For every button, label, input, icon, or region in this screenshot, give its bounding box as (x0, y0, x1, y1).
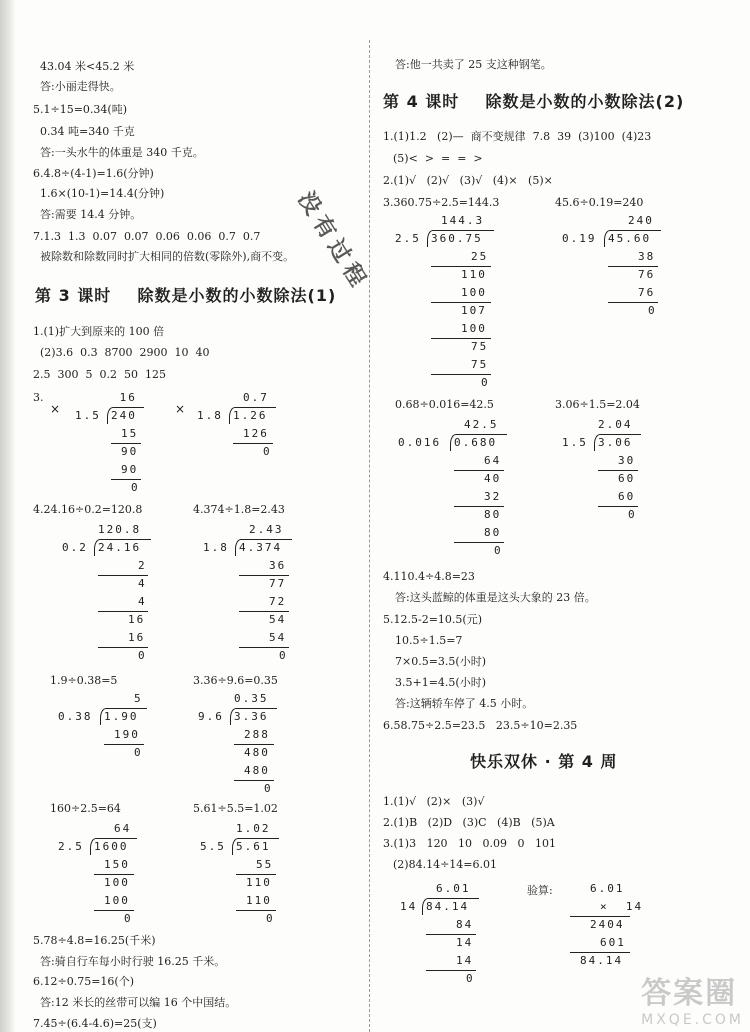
line: 7.1.3 1.3 0.07 0.07 0.06 0.06 0.7 0.7 (33, 230, 261, 243)
dividend: 1.90 (104, 710, 139, 723)
quotient: 42.5 (464, 418, 499, 431)
division-step: 40 (484, 472, 502, 485)
division-step: 54 (269, 613, 287, 626)
dividend: 240 (111, 409, 137, 422)
watermark-text: 答案圈 (641, 976, 738, 1011)
line: 43.04 米<45.2 米 (40, 60, 135, 73)
division-step: 110 (246, 894, 272, 907)
line: 3.36÷9.6=0.35 (193, 674, 278, 687)
division-rule (94, 910, 134, 911)
division-step: 0 (466, 972, 475, 985)
division-step: 0 (124, 912, 133, 925)
section-heading: 第 3 课时 除数是小数的小数除法(1) (35, 286, 337, 305)
division-rule (111, 443, 141, 444)
division-step: 80 (484, 526, 502, 539)
division-step: 0 (494, 544, 503, 557)
quotient: 0.7 (243, 391, 269, 404)
dividend: 4.374 (239, 541, 283, 554)
line: 6.12÷0.75=16(个) (33, 975, 134, 988)
division-rule (426, 970, 476, 971)
line: 被除数和除数同时扩大相同的倍数(零除外),商不变。 (40, 250, 295, 263)
calc-rule (570, 916, 630, 917)
quotient: 120.8 (98, 523, 142, 536)
division-step: 32 (484, 490, 502, 503)
division-rule (234, 744, 274, 745)
quotient: 144.3 (441, 214, 485, 227)
division-step: 4 (138, 577, 147, 590)
line: 3. (33, 391, 44, 404)
divisor: 2.5 (58, 840, 84, 853)
dividend: 3.06 (598, 436, 633, 449)
line: 5.12.5-2=10.5(元) (383, 613, 482, 626)
divisor: 14 (400, 900, 418, 913)
division-step: 0 (131, 481, 140, 494)
handwritten-note: 没有过程 (292, 187, 374, 296)
divisor: 0.19 (562, 232, 597, 245)
divisor: 0.2 (62, 541, 88, 554)
section-heading: 第 4 课时 除数是小数的小数除法(2) (383, 92, 685, 111)
line: (5)< > = = > (393, 152, 483, 165)
line: 答:12 米长的丝带可以编 16 个中国结。 (40, 996, 237, 1009)
division-rule (234, 780, 274, 781)
dividend: 0.680 (454, 436, 498, 449)
division-step: 76 (638, 286, 656, 299)
division-rule (98, 611, 148, 612)
line: 1.(1)1.2 (2)— 商不变规律 7.8 39 (3)100 (4)23 (383, 130, 652, 143)
division-rule (426, 934, 476, 935)
division-rule (598, 506, 638, 507)
line: 3.5+1=4.5(小时) (395, 676, 487, 689)
division-step: 480 (244, 746, 270, 759)
division-step: 2 (138, 559, 147, 572)
line: 1.6×(10-1)=14.4(分钟) (40, 187, 165, 200)
line: 3.06÷1.5=2.04 (555, 398, 640, 411)
division-step: 0 (263, 445, 272, 458)
line: 7.45÷(6.4-4.6)=25(支) (33, 1017, 157, 1030)
quotient: 2.43 (249, 523, 284, 536)
division-step: 60 (618, 472, 636, 485)
division-rule (236, 910, 276, 911)
division-step: 126 (243, 427, 269, 440)
division-step: 288 (244, 728, 270, 741)
divisor: 2.5 (395, 232, 421, 245)
line: 2.5 300 5 0.2 50 125 (33, 368, 166, 381)
division-step: 150 (104, 858, 130, 871)
division-rule (431, 266, 491, 267)
column-divider (369, 40, 370, 1032)
division-rule (608, 302, 658, 303)
division-step: 0 (279, 649, 288, 662)
quotient: 1.02 (236, 822, 271, 835)
wrong-mark: × (175, 402, 186, 416)
line: 答:小丽走得快。 (40, 80, 121, 93)
line: 5.78÷4.8=16.25(千米) (33, 934, 156, 947)
calc-step: 84.14 (580, 954, 624, 967)
division-rule (431, 338, 491, 339)
division-step: 4 (138, 595, 147, 608)
line: 10.5÷1.5=7 (395, 634, 463, 647)
line: 6.4.8÷(4-1)=1.6(分钟) (33, 167, 154, 180)
division-step: 190 (114, 728, 140, 741)
line: 0.34 吨=340 千克 (40, 125, 135, 138)
division-step: 0 (648, 304, 657, 317)
line: (2)84.14÷14=6.01 (393, 858, 497, 871)
quotient: 5 (134, 692, 143, 705)
division-step: 100 (104, 894, 130, 907)
line: 4.374÷1.8=2.43 (193, 503, 285, 516)
calc-step: 2404 (590, 918, 625, 931)
line: 1.9÷0.38=5 (50, 674, 118, 687)
section-heading: 快乐双休 · 第 4 周 (470, 752, 618, 771)
division-rule (454, 470, 504, 471)
line: 验算: (527, 884, 553, 897)
divisor: 1.5 (75, 409, 101, 422)
dividend: 1.26 (233, 409, 268, 422)
division-step: 0 (138, 649, 147, 662)
division-step: 30 (618, 454, 636, 467)
divisor: 1.5 (562, 436, 588, 449)
division-step: 14 (456, 936, 474, 949)
line: 答:他一共卖了 25 支这种钢笔。 (395, 58, 552, 71)
division-step: 84 (456, 918, 474, 931)
division-step: 0 (134, 746, 143, 759)
calc-rule (570, 952, 630, 953)
line: 6.58.75÷2.5=23.5 23.5÷10=2.35 (383, 719, 578, 732)
division-step: 80 (484, 508, 502, 521)
line: 答:一头水牛的体重是 340 千克。 (40, 146, 204, 159)
division-rule (104, 744, 144, 745)
line: 5.61÷5.5=1.02 (193, 802, 278, 815)
division-rule (454, 542, 504, 543)
division-rule (98, 575, 148, 576)
line: 1.(1)√ (2)× (3)√ (383, 795, 485, 808)
division-step: 0 (628, 508, 637, 521)
dividend: 45.60 (608, 232, 652, 245)
division-step: 76 (638, 268, 656, 281)
division-rule (111, 479, 141, 480)
quotient: 64 (114, 822, 132, 835)
division-rule (239, 647, 289, 648)
division-step: 36 (269, 559, 287, 572)
division-step: 100 (461, 322, 487, 335)
division-step: 100 (461, 286, 487, 299)
divisor: 9.6 (198, 710, 224, 723)
division-rule (598, 470, 638, 471)
dividend: 24.16 (98, 541, 142, 554)
division-step: 480 (244, 764, 270, 777)
division-step: 60 (618, 490, 636, 503)
division-step: 0 (481, 376, 490, 389)
division-rule (239, 611, 289, 612)
division-step: 107 (461, 304, 487, 317)
divisor: 1.8 (203, 541, 229, 554)
division-rule (431, 302, 491, 303)
division-rule (94, 874, 134, 875)
line: (2)3.6 0.3 8700 2900 10 40 (40, 346, 210, 359)
line: 3.360.75÷2.5=144.3 (383, 196, 500, 209)
division-step: 55 (256, 858, 274, 871)
divisor: 5.5 (200, 840, 226, 853)
division-step: 0 (264, 782, 273, 795)
dividend: 360.75 (431, 232, 483, 245)
dividend: 1600 (94, 840, 129, 853)
quotient: 240 (628, 214, 654, 227)
watermark-url: MXQE.COM (641, 1012, 744, 1028)
dividend: 3.36 (234, 710, 269, 723)
division-step: 14 (456, 954, 474, 967)
division-rule (431, 374, 491, 375)
division-step: 25 (471, 250, 489, 263)
watermark (641, 968, 744, 1028)
division-rule (236, 874, 276, 875)
division-step: 16 (128, 631, 146, 644)
division-rule (98, 647, 148, 648)
line: 2.(1)√ (2)√ (3)√ (4)× (5)× (383, 174, 553, 187)
quotient: 0.35 (234, 692, 269, 705)
division-step: 110 (246, 876, 272, 889)
calc-step: × 14 (600, 900, 644, 913)
division-step: 72 (269, 595, 287, 608)
wrong-mark: × (50, 402, 61, 416)
division-step: 54 (269, 631, 287, 644)
division-rule (239, 575, 289, 576)
line: 7×0.5=3.5(小时) (395, 655, 487, 668)
calc-step: 6.01 (590, 882, 625, 895)
divisor: 1.8 (197, 409, 223, 422)
division-step: 15 (121, 427, 139, 440)
division-step: 38 (638, 250, 656, 263)
line: 1.(1)扩大到原来的 100 倍 (33, 325, 165, 338)
division-step: 16 (128, 613, 146, 626)
binding-shadow (0, 0, 16, 1032)
divisor: 0.016 (398, 436, 442, 449)
line: 160÷2.5=64 (50, 802, 121, 815)
division-step: 77 (269, 577, 287, 590)
division-step: 0 (266, 912, 275, 925)
line: 5.1÷15=0.34(吨) (33, 103, 127, 116)
line: 2.(1)B (2)D (3)C (4)B (5)A (383, 816, 555, 829)
quotient: 6.01 (436, 882, 471, 895)
line: 4.110.4÷4.8=23 (383, 570, 475, 583)
line: 4.24.16÷0.2=120.8 (33, 503, 143, 516)
dividend: 5.61 (236, 840, 271, 853)
division-step: 75 (471, 358, 489, 371)
division-step: 90 (121, 463, 139, 476)
division-rule (233, 443, 273, 444)
division-step: 110 (461, 268, 487, 281)
quotient: 16 (111, 391, 137, 404)
line: 答:需要 14.4 分钟。 (40, 208, 142, 221)
division-rule (608, 266, 658, 267)
divisor: 0.38 (58, 710, 93, 723)
division-step: 100 (104, 876, 130, 889)
division-step: 75 (471, 340, 489, 353)
division-step: 90 (121, 445, 139, 458)
line: 答:这辆轿车停了 4.5 小时。 (395, 697, 534, 710)
line: 3.(1)3 120 10 0.09 0 101 (383, 837, 557, 850)
quotient: 2.04 (598, 418, 633, 431)
division-step: 64 (484, 454, 502, 467)
line: 答:骑自行车每小时行驶 16.25 千米。 (40, 955, 226, 968)
dividend: 84.14 (426, 900, 470, 913)
division-rule (454, 506, 504, 507)
line: 45.6÷0.19=240 (555, 196, 644, 209)
calc-step: 601 (600, 936, 626, 949)
line: 0.68÷0.016=42.5 (395, 398, 494, 411)
line: 答:这头蓝鲸的体重是这头大象的 23 倍。 (395, 591, 596, 604)
